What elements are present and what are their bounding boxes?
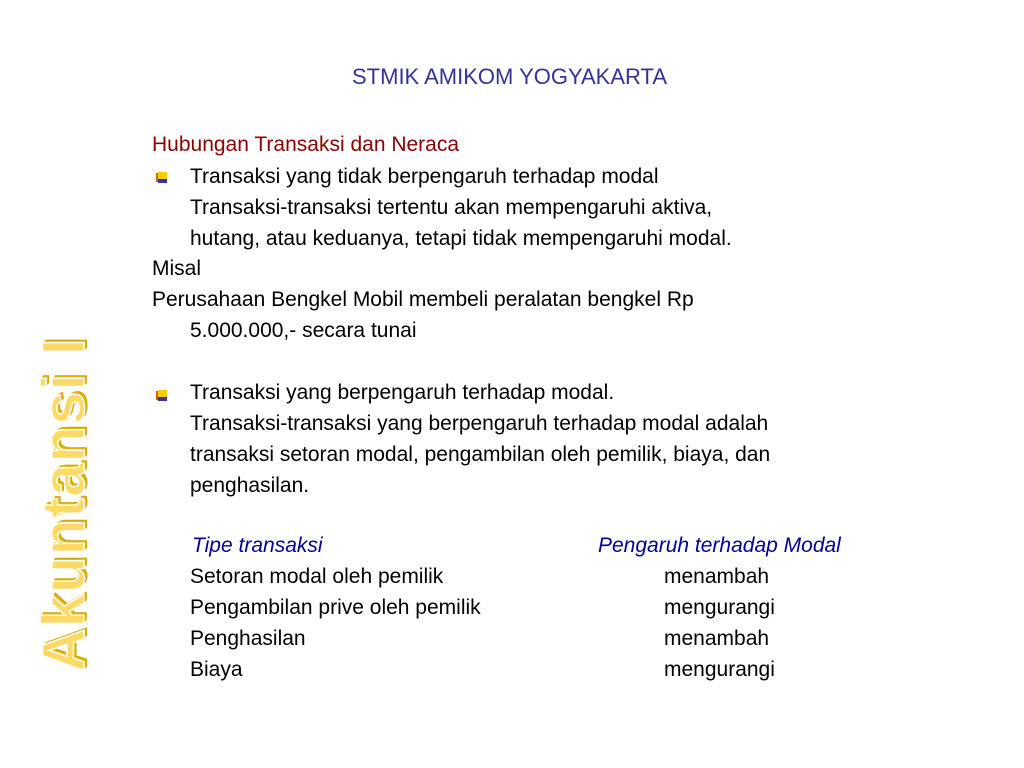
bullet1-title: Transaksi yang tidak berpengaruh terhadap modal <box>190 165 659 188</box>
bullet2-title: Transaksi yang berpengaruh terhadap modal. <box>190 381 615 404</box>
bullet2-line4: penghasilan. <box>190 474 310 497</box>
page-header: STMIK AMIKOM YOGYAKARTA <box>352 64 667 89</box>
table-row-type: Pengambilan prive oleh pemilik <box>190 596 481 619</box>
bullet-icon <box>153 388 169 404</box>
section-heading: Hubungan Transaksi dan Neraca <box>152 133 460 156</box>
table-header-effect: Pengaruh terhadap Modal <box>598 534 841 557</box>
bullet1-line3: hutang, atau keduanya, tetapi tidak mempengaruhi modal. <box>190 227 732 250</box>
table-row-type: Setoran modal oleh pemilik <box>190 565 444 588</box>
table-row-effect: mengurangi <box>664 596 775 619</box>
sidebar-title: Akuntansi I <box>30 337 97 672</box>
example-line2: 5.000.000,- secara tunai <box>190 319 417 342</box>
table-row-effect: menambah <box>664 565 770 588</box>
table-header-type: Tipe transaksi <box>192 534 323 557</box>
table-row-effect: mengurangi <box>664 658 775 681</box>
bullet2-line2: Transaksi-transaksi yang berpengaruh terhadap modal adalah <box>190 412 769 435</box>
example-label: Misal <box>152 257 202 280</box>
table-row-type: Biaya <box>190 658 243 681</box>
table-row-type: Penghasilan <box>190 627 306 650</box>
table-row-effect: menambah <box>664 627 770 650</box>
bullet2-line3: transaksi setoran modal, pengambilan oleh pemilik, biaya, dan <box>190 443 771 466</box>
bullet-icon <box>153 170 169 186</box>
bullet1-line2: Transaksi-transaksi tertentu akan mempengaruhi aktiva, <box>190 196 713 219</box>
example-line1: Perusahaan Bengkel Mobil membeli peralatan bengkel Rp <box>152 288 694 311</box>
